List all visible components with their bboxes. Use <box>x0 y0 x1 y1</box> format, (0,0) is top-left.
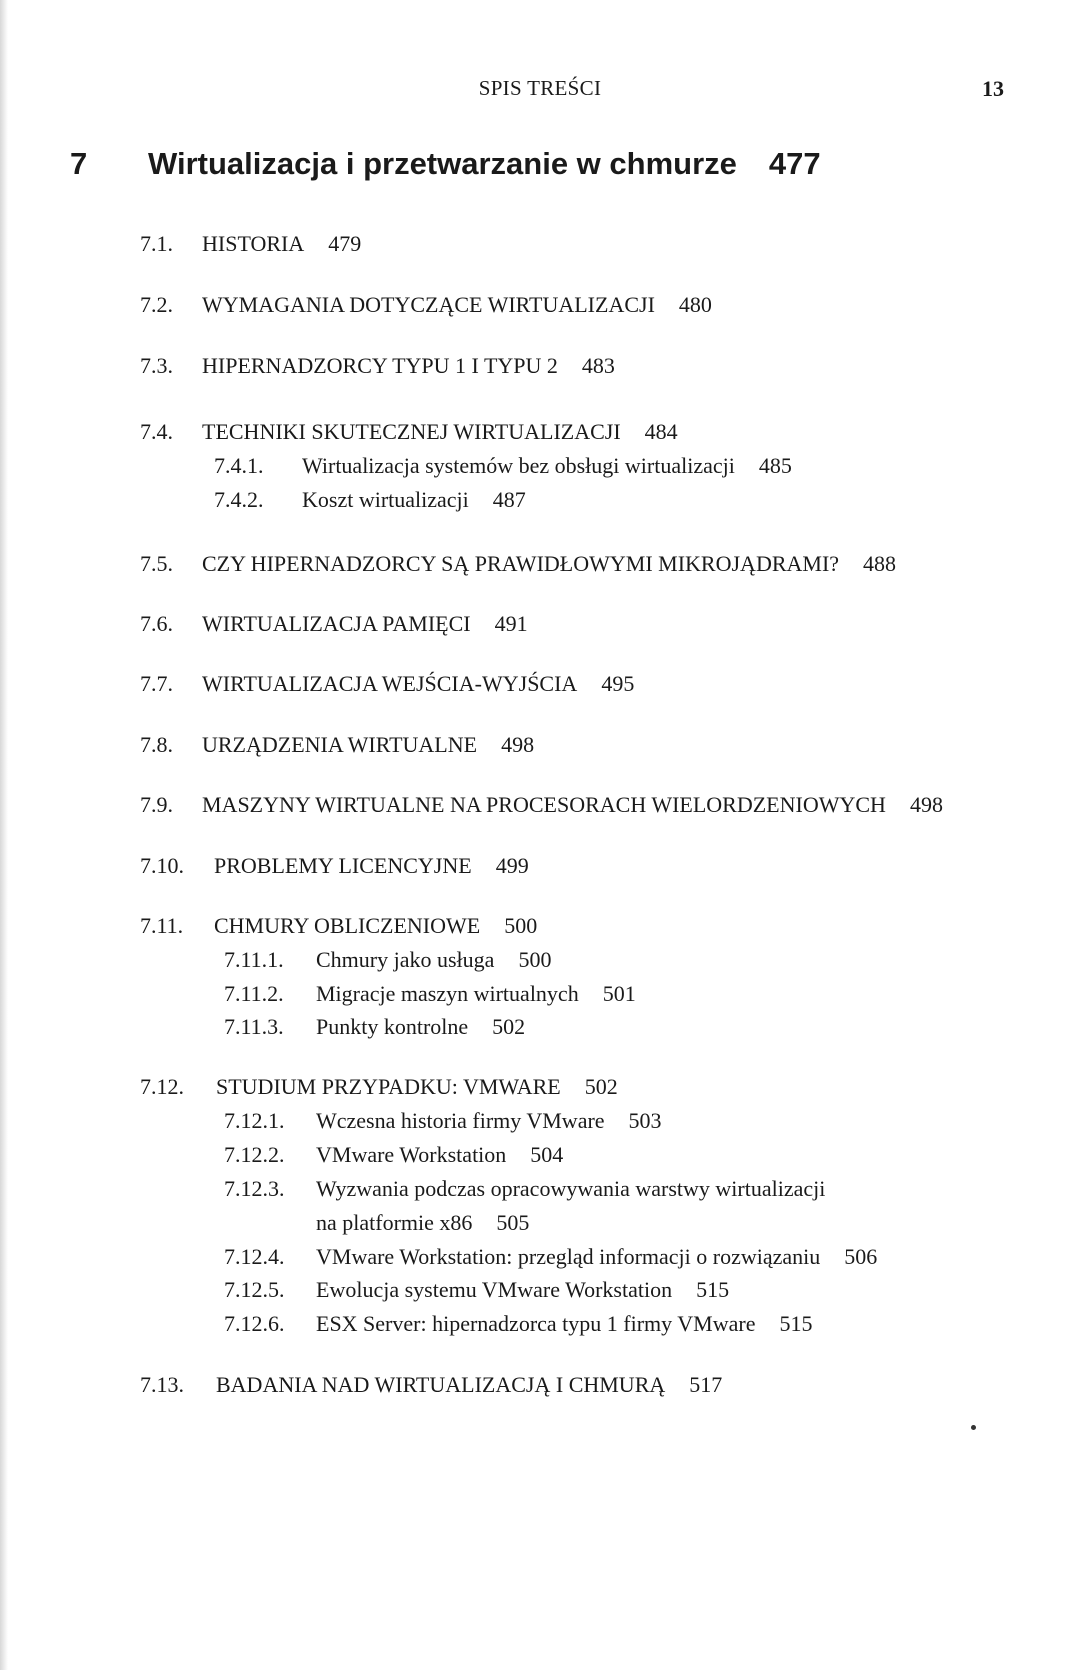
chapter-number: 7 <box>70 146 88 181</box>
toc-entry-title: WIRTUALIZACJA PAMIĘCI <box>202 611 471 636</box>
toc-entry-page: 495 <box>601 671 635 696</box>
running-header-title: SPIS TREŚCI <box>478 76 602 100</box>
toc-entry-number: 7.7. <box>140 671 173 696</box>
toc-entry-number: 7.11.2. <box>224 981 284 1006</box>
chapter-page: 477 <box>768 146 821 181</box>
toc-entry-number: 7.6. <box>140 611 173 636</box>
toc-entry-page: 504 <box>530 1142 564 1167</box>
toc-entry-title: Punkty kontrolne <box>316 1014 469 1039</box>
toc-entry-number: 7.11.1. <box>224 947 284 972</box>
toc-entry-page: 500 <box>518 947 552 972</box>
toc-entry-number: 7.12.3. <box>224 1176 285 1201</box>
toc-entry-title: ESX Server: hipernadzorca typu 1 firmy VMware <box>316 1311 756 1336</box>
toc-entry-page: 505 <box>496 1210 530 1235</box>
toc-entry-title: BADANIA NAD WIRTUALIZACJĄ I CHMURĄ <box>216 1372 666 1397</box>
toc-entry-title: CZY HIPERNADZORCY SĄ PRAWIDŁOWYMI MIKROJĄDRAMI? <box>202 551 840 576</box>
toc-entry-title: Wirtualizacja systemów bez obsługi wirtualizacji <box>302 453 735 478</box>
toc-entry-number: 7.5. <box>140 551 173 576</box>
toc-entry-title: HISTORIA <box>202 231 305 256</box>
toc-entry-number: 7.12.4. <box>224 1244 285 1269</box>
toc-entry-title: STUDIUM PRZYPADKU: VMWARE <box>216 1074 561 1099</box>
toc-entry-number: 7.12.1. <box>224 1108 285 1133</box>
toc-entry-title: TECHNIKI SKUTECZNEJ WIRTUALIZACJI <box>202 419 621 444</box>
toc-entry-title: HIPERNADZORCY TYPU 1 I TYPU 2 <box>202 353 558 378</box>
toc-entry-page: 503 <box>628 1108 662 1133</box>
chapter-title: Wirtualizacja i przetwarzanie w chmurze 477 <box>148 146 821 181</box>
toc-entry-number: 7.12.6. <box>224 1311 285 1336</box>
toc-entry-page: 515 <box>779 1311 813 1336</box>
toc-entry-number: 7.4.1. <box>214 453 264 478</box>
toc-entry-title: Koszt wirtualizacji <box>302 487 469 512</box>
toc-entry-number: 7.4. <box>140 419 173 444</box>
toc-entry-number: 7.3. <box>140 353 173 378</box>
toc-entry-page: 506 <box>844 1244 878 1269</box>
toc-entry-title: WIRTUALIZACJA WEJŚCIA-WYJŚCIA <box>202 671 578 696</box>
toc-entry-title: PROBLEMY LICENCYJNE <box>214 853 472 878</box>
toc-entry-page: 487 <box>492 487 526 512</box>
toc-entry-number: 7.9. <box>140 792 173 817</box>
toc-entry-number: 7.12. <box>140 1074 184 1099</box>
toc-entry-number: 7.13. <box>140 1372 184 1397</box>
toc-entry-title: URZĄDZENIA WIRTUALNE <box>202 732 478 757</box>
toc-entry-page: 515 <box>696 1277 730 1302</box>
toc-entry-page: 488 <box>863 551 897 576</box>
toc-entry-title: Migracje maszyn wirtualnych <box>316 981 579 1006</box>
toc-entry-page: 517 <box>689 1372 723 1397</box>
toc-entry-page: 502 <box>492 1014 526 1039</box>
toc-entry-title: Wyzwania podczas opracowywania warstwy wirtualizacji <box>316 1176 826 1201</box>
toc-entry-title: Wczesna historia firmy VMware <box>316 1108 605 1133</box>
toc-entry-page: 491 <box>494 611 528 636</box>
toc-entry-title: Chmury jako usługa <box>316 947 495 972</box>
toc-entry-title: WYMAGANIA DOTYCZĄCE WIRTUALIZACJI <box>202 292 655 317</box>
toc-entry-page: 480 <box>678 292 712 317</box>
toc-entry-number: 7.11. <box>140 913 184 938</box>
toc-entry-page: 484 <box>644 419 678 444</box>
toc-entry-page: 485 <box>758 453 792 478</box>
toc-entry-page: 498 <box>909 792 943 817</box>
toc-entry-number: 7.12.2. <box>224 1142 285 1167</box>
stray-mark <box>971 1425 976 1430</box>
toc-entry-number: 7.10. <box>140 853 184 878</box>
toc-entry-page: 499 <box>495 853 529 878</box>
toc-entry-number: 7.4.2. <box>214 487 264 512</box>
toc-entry-title: MASZYNY WIRTUALNE NA PROCESORACH WIELORDZENIOWYCH <box>202 792 886 817</box>
toc-entry-number: 7.12.5. <box>224 1277 285 1302</box>
toc-entry-page: 479 <box>328 231 362 256</box>
toc-entry-page: 501 <box>602 981 636 1006</box>
toc-entry-title-continued: na platformie x86 <box>316 1210 473 1235</box>
toc-entry-page: 483 <box>581 353 615 378</box>
toc-entry-number: 7.8. <box>140 732 173 757</box>
toc-entry-page: 500 <box>504 913 538 938</box>
toc-entry-page: 502 <box>584 1074 618 1099</box>
toc-entry-title: VMware Workstation: przegląd informacji o rozwiązaniu <box>316 1244 821 1269</box>
page-number: 13 <box>982 76 1004 101</box>
toc-entry-number: 7.1. <box>140 231 173 256</box>
toc-entry-title: VMware Workstation <box>316 1142 507 1167</box>
toc-entry-number: 7.2. <box>140 292 173 317</box>
toc-entry-page: 498 <box>501 732 535 757</box>
toc-entry-title: Ewolucja systemu VMware Workstation <box>316 1277 673 1302</box>
toc-entry-title: CHMURY OBLICZENIOWE <box>214 913 481 938</box>
toc-entry-number: 7.11.3. <box>224 1014 284 1039</box>
